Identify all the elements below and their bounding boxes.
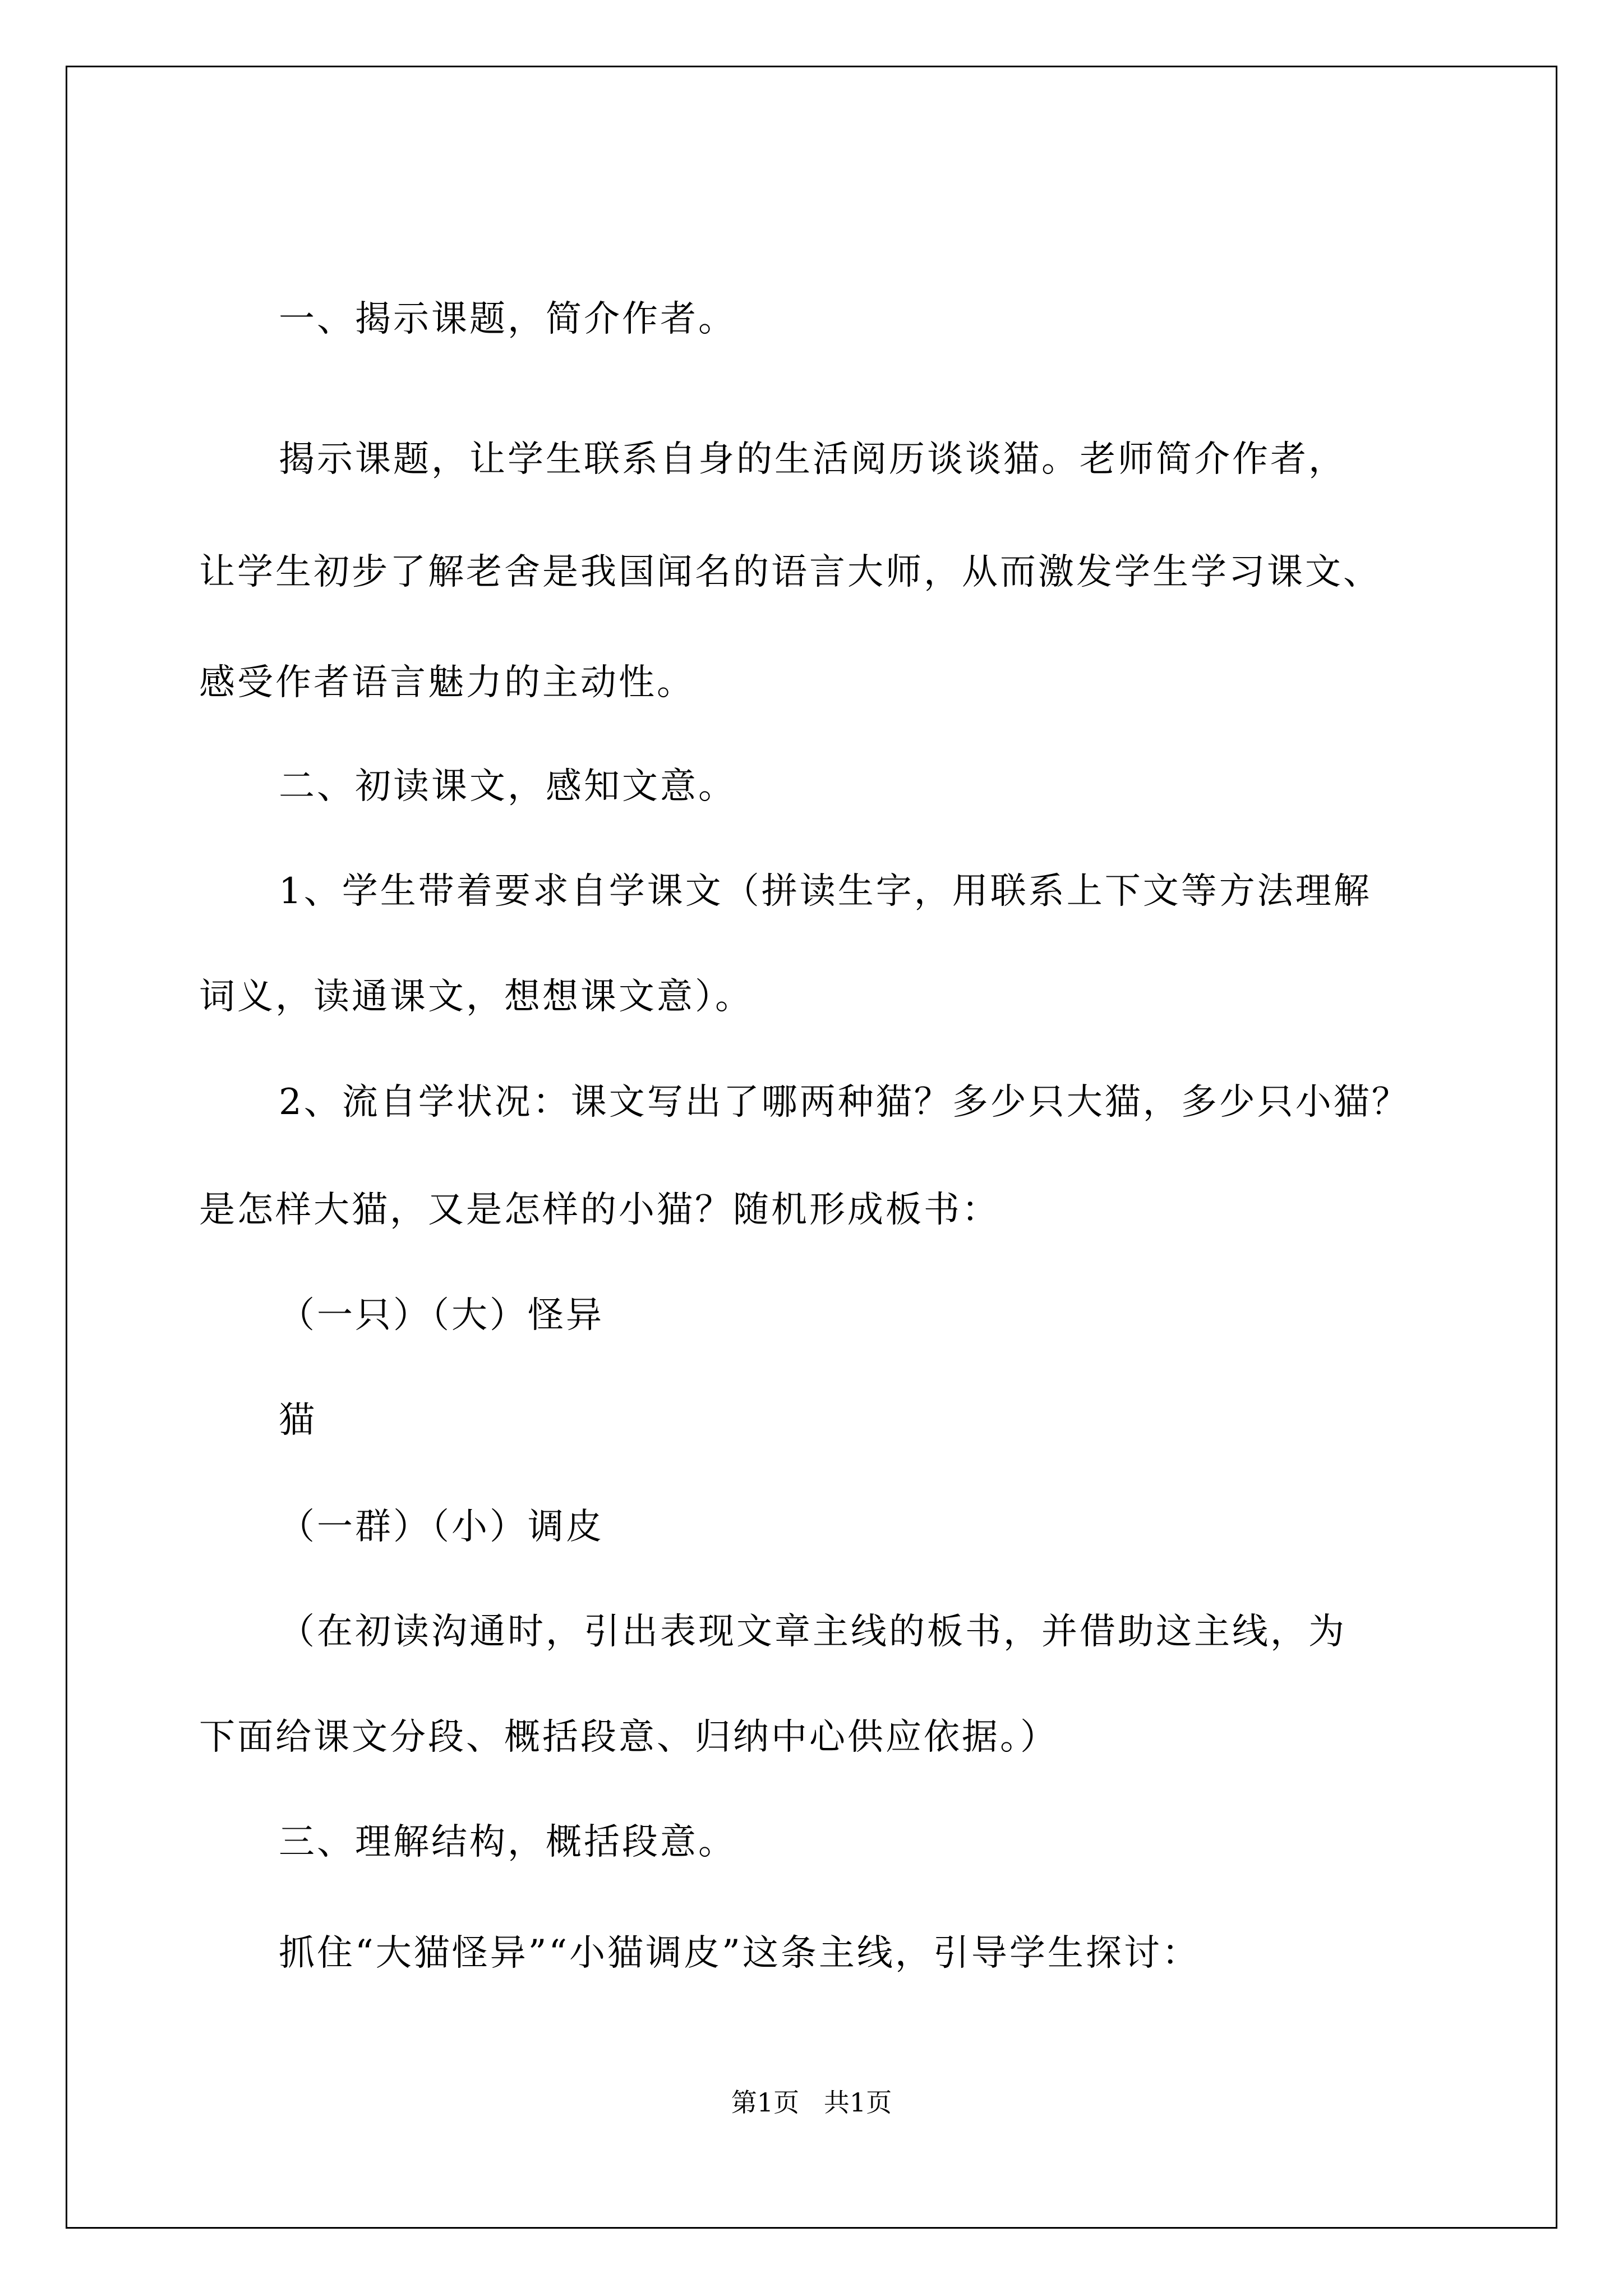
paragraph-line: 让学生初步了解老舍是我国闻名的语言大师，从而激发学生学习课文、	[199, 551, 1381, 593]
paragraph-line: 词义，读通课文，想想课文意）。	[199, 976, 753, 1018]
blackboard-line: （一只）（大）怪异	[279, 1295, 604, 1336]
paragraph-line: 下面给课文分段、概括段意、归纳中心供应依据。）	[199, 1717, 1058, 1758]
paragraph-line: 2、流自学状况：课文写出了哪两种猫？多少只大猫，多少只小猫？	[279, 1082, 1410, 1123]
page-footer: 第1页 共1页	[731, 2087, 892, 2118]
section-heading-3: 三、理解结构，概括段意。	[279, 1821, 736, 1863]
blackboard-line: 猫	[279, 1400, 317, 1441]
blackboard-line: （一群）（小）调皮	[279, 1506, 604, 1548]
paragraph-line: 感受作者语言魅力的主动性。	[199, 662, 695, 703]
section-heading-2: 二、初读课文，感知文意。	[279, 766, 736, 807]
paragraph-line: 是怎样大猫，又是怎样的小猫？随机形成板书：	[199, 1189, 1000, 1231]
page-border	[66, 66, 1557, 2229]
section-heading-1: 一、揭示课题，简介作者。	[279, 298, 736, 340]
paragraph-line: 抓住“大猫怪异”“小猫调皮”这条主线，引导学生探讨：	[279, 1932, 1200, 1974]
paragraph-line: 1、学生带着要求自学课文（拼读生字，用联系上下文等方法理解	[279, 871, 1372, 912]
paragraph-line: 揭示课题，让学生联系自身的生活阅历谈谈猫。老师简介作者，	[279, 439, 1347, 480]
paragraph-line: （在初读沟通时，引出表现文章主线的板书，并借助这主线，为	[279, 1611, 1347, 1653]
